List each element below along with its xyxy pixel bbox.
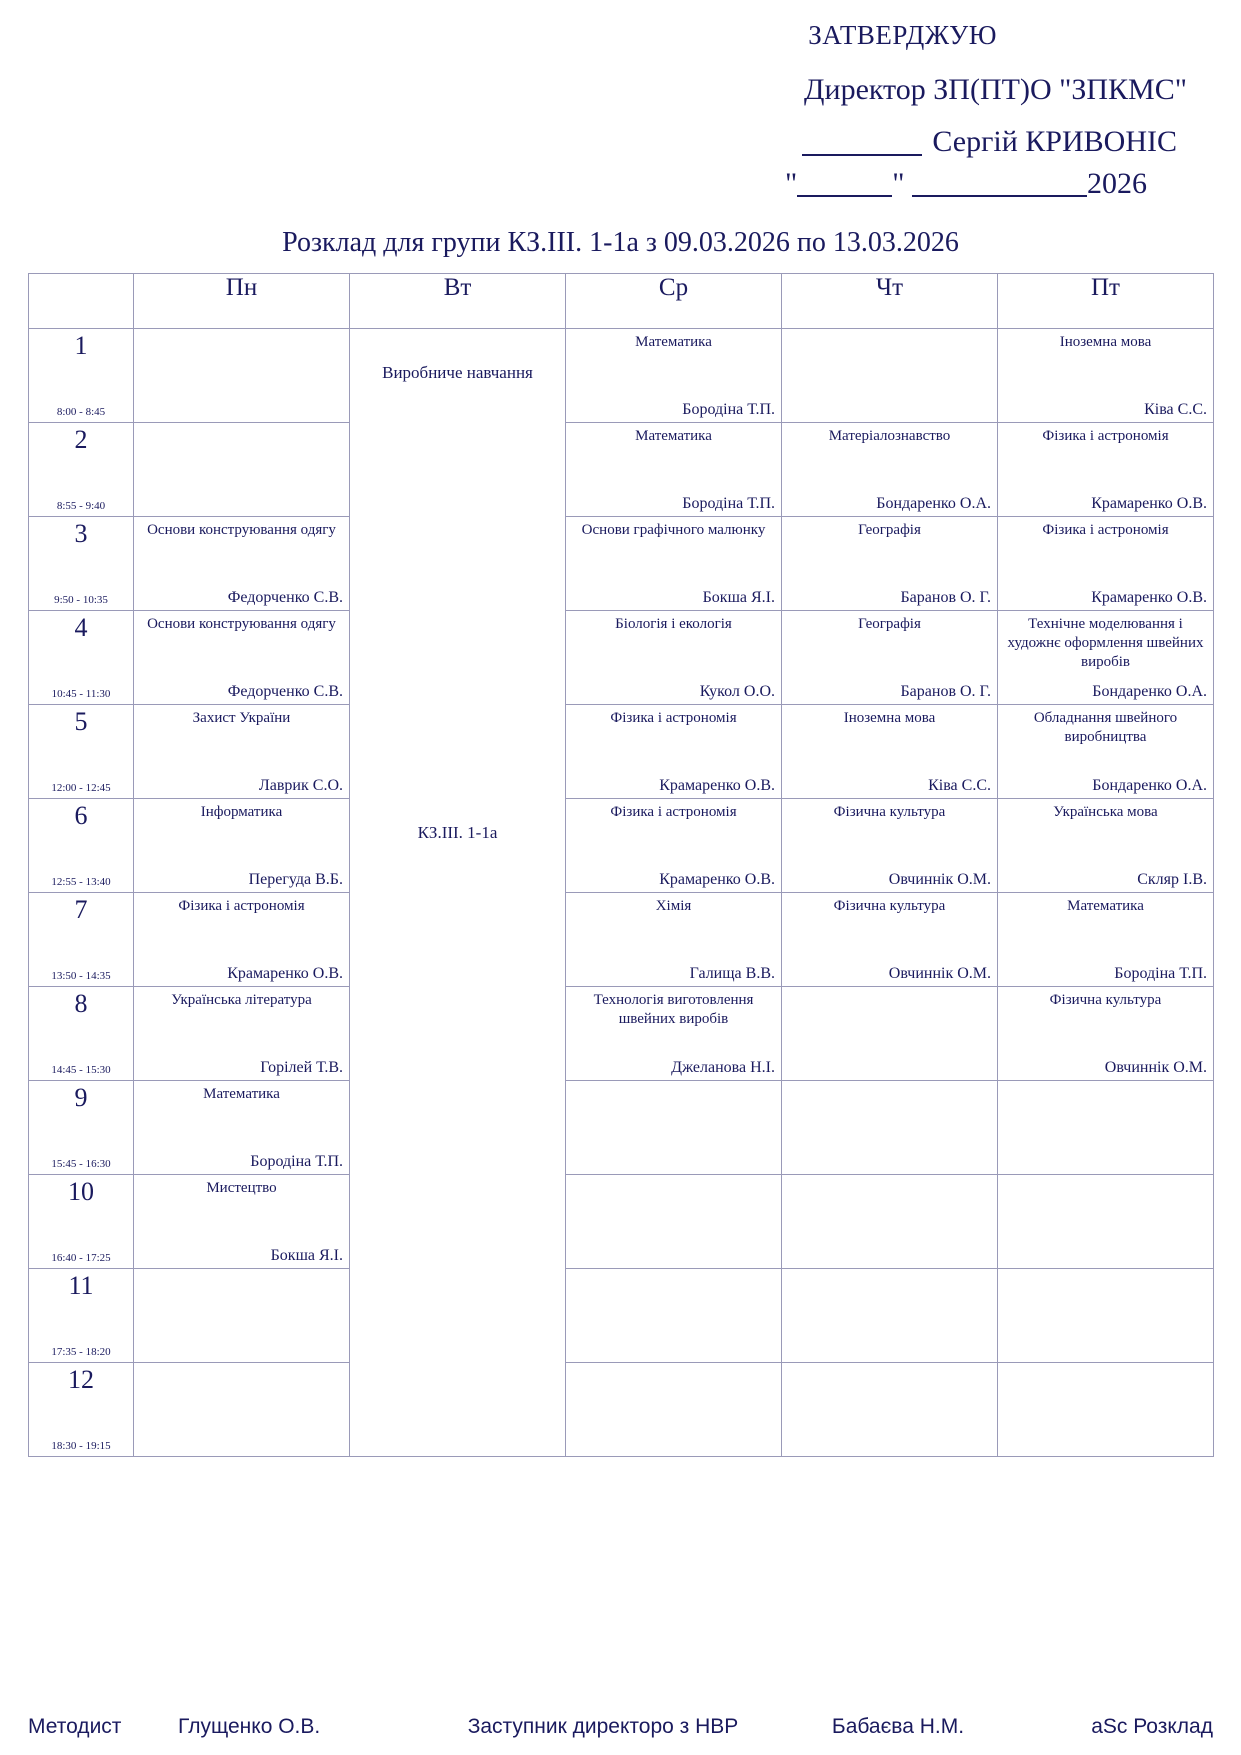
lesson-cell-mon — [134, 1175, 350, 1269]
lesson-cell-thu — [782, 1175, 998, 1269]
lesson-cell-mon — [134, 1363, 350, 1457]
table-row — [29, 987, 1214, 1081]
period-time: 10:45 - 11:30 — [51, 688, 111, 700]
lesson-cell-wed — [566, 799, 782, 893]
lesson-teacher: Баранов О. Г. — [900, 683, 991, 700]
table-row — [29, 799, 1214, 893]
lesson-cell-wed — [566, 423, 782, 517]
lesson-cell-mon — [134, 893, 350, 987]
lesson-teacher: Ківа С.С. — [928, 777, 991, 794]
table-row — [29, 611, 1214, 705]
period-number: 7 — [74, 895, 88, 924]
day-header-fri: Пт — [998, 274, 1214, 329]
period-number: 2 — [74, 425, 88, 454]
lesson-subject: Фізична культура — [833, 804, 946, 820]
lesson-subject — [782, 987, 997, 991]
period-time: 12:00 - 12:45 — [51, 782, 111, 794]
lesson-cell-mon — [134, 1269, 350, 1363]
signature-blank — [802, 132, 922, 156]
lesson-teacher: Крамаренко О.В. — [227, 965, 343, 982]
table-row — [29, 423, 1214, 517]
period-cell — [29, 1081, 134, 1175]
quote-open: " — [785, 167, 798, 200]
lesson-cell-wed — [566, 1363, 782, 1457]
lesson-teacher: Федорченко С.В. — [227, 683, 343, 700]
lesson-cell-fri — [998, 705, 1214, 799]
period-cell — [29, 517, 134, 611]
methodist-label: Методист — [28, 1715, 122, 1738]
lesson-subject: Математика — [1067, 898, 1144, 914]
lesson-subject: Географія — [858, 522, 921, 538]
lesson-cell-thu — [782, 893, 998, 987]
lesson-teacher: Крамаренко О.В. — [659, 871, 775, 888]
period-time: 18:30 - 19:15 — [51, 1440, 111, 1452]
lesson-subject — [998, 1363, 1213, 1367]
lesson-cell-thu — [782, 1269, 998, 1363]
lesson-subject — [998, 1269, 1213, 1273]
lesson-teacher: Скляр І.В. — [1137, 871, 1207, 888]
lesson-cell-thu — [782, 423, 998, 517]
table-row — [29, 1363, 1214, 1457]
lesson-teacher: Джеланова Н.І. — [671, 1059, 775, 1076]
period-number: 11 — [68, 1271, 94, 1300]
approval-director-line: Директор ЗП(ПТ)О "ЗПКМС" — [804, 73, 1187, 106]
lesson-cell-wed — [566, 1175, 782, 1269]
lesson-subject — [782, 1175, 997, 1179]
lesson-subject: Захист України — [192, 710, 291, 726]
lesson-cell-tue-merged — [350, 329, 566, 1457]
lesson-subject: Математика — [635, 334, 712, 350]
period-time: 8:55 - 9:40 — [56, 500, 106, 512]
lesson-cell-mon — [134, 329, 350, 423]
period-cell — [29, 1175, 134, 1269]
lesson-cell-thu — [782, 705, 998, 799]
period-number: 5 — [74, 707, 88, 736]
lesson-cell-fri — [998, 1269, 1214, 1363]
lesson-subject — [998, 1081, 1213, 1085]
lesson-teacher: Крамаренко О.В. — [659, 777, 775, 794]
lesson-teacher: Бородіна Т.П. — [250, 1153, 343, 1170]
month-blank — [912, 175, 1087, 197]
period-number: 10 — [68, 1177, 94, 1206]
lesson-teacher: Крамаренко О.В. — [1091, 589, 1207, 606]
lesson-subject: Мистецтво — [206, 1180, 277, 1196]
day-header-tue: Вт — [350, 274, 566, 329]
lesson-subject — [134, 1363, 349, 1367]
lesson-subject — [782, 1081, 997, 1085]
lesson-cell-fri — [998, 799, 1214, 893]
lesson-subject — [134, 423, 349, 427]
table-row — [29, 1175, 1214, 1269]
lesson-subject: Фізика і астрономія — [1042, 522, 1169, 538]
table-row — [29, 1269, 1214, 1363]
lesson-cell-mon — [134, 517, 350, 611]
page-title: Розклад для групи КЗ.ІІІ. 1-1а з 09.03.2026 по 13.03.2026 — [282, 227, 959, 258]
lesson-subject: Технічне моделювання і художнє оформлення швейних виробів — [1007, 616, 1204, 670]
lesson-cell-mon — [134, 799, 350, 893]
lesson-cell-thu — [782, 329, 998, 423]
lesson-subject: Матеріалознавство — [828, 428, 951, 444]
schedule-table — [28, 273, 1214, 1457]
lesson-subject — [782, 1269, 997, 1273]
period-time: 14:45 - 15:30 — [51, 1064, 111, 1076]
lesson-cell-thu — [782, 517, 998, 611]
lesson-subject: Фізика і астрономія — [610, 804, 737, 820]
period-number: 8 — [74, 989, 88, 1018]
lesson-cell-fri — [998, 1363, 1214, 1457]
period-number: 12 — [68, 1365, 94, 1394]
lesson-teacher: Крамаренко О.В. — [1091, 495, 1207, 512]
practical-training-group: КЗ.ІІІ. 1-1а — [417, 823, 498, 842]
period-cell — [29, 893, 134, 987]
lesson-subject: Обладнання швейного виробництва — [1033, 710, 1178, 745]
lesson-subject — [134, 1269, 349, 1273]
period-time: 12:55 - 13:40 — [51, 876, 111, 888]
lesson-teacher: Бородіна Т.П. — [682, 495, 775, 512]
lesson-cell-mon — [134, 705, 350, 799]
lesson-cell-thu — [782, 987, 998, 1081]
methodist-name: Глущенко О.В. — [178, 1715, 321, 1738]
lesson-cell-mon — [134, 1081, 350, 1175]
lesson-subject: Фізика і астрономія — [1042, 428, 1169, 444]
lesson-subject: Біологія і екологія — [615, 616, 732, 632]
document-footer — [28, 1715, 1213, 1739]
lesson-subject — [134, 329, 349, 333]
period-time: 9:50 - 10:35 — [54, 594, 108, 606]
lesson-cell-mon — [134, 987, 350, 1081]
table-body — [29, 329, 1214, 1457]
lesson-subject: Технологія виготовлення швейних виробів — [593, 992, 754, 1027]
period-number: 4 — [74, 613, 88, 642]
period-time: 16:40 - 17:25 — [51, 1252, 111, 1264]
lesson-cell-thu — [782, 799, 998, 893]
lesson-teacher: Горілей Т.В. — [260, 1059, 343, 1076]
table-row — [29, 705, 1214, 799]
approval-block — [28, 0, 1213, 201]
lesson-cell-fri — [998, 517, 1214, 611]
lesson-subject: Математика — [635, 428, 712, 444]
lesson-cell-mon — [134, 611, 350, 705]
deputy-name: Бабаєва Н.М. — [831, 1715, 965, 1738]
period-time: 13:50 - 14:35 — [51, 970, 111, 982]
lesson-cell-wed — [566, 517, 782, 611]
lesson-teacher: Федорченко С.В. — [227, 589, 343, 606]
approval-director-name: Сергій КРИВОНІС — [932, 125, 1177, 158]
table-row — [29, 517, 1214, 611]
period-number: 9 — [74, 1083, 88, 1112]
lesson-cell-fri — [998, 423, 1214, 517]
table-row — [29, 893, 1214, 987]
lesson-teacher: Перегуда В.Б. — [248, 871, 343, 888]
lesson-subject: Географія — [858, 616, 921, 632]
lesson-teacher: Бондаренко О.А. — [1092, 777, 1207, 794]
period-cell — [29, 611, 134, 705]
period-cell — [29, 423, 134, 517]
lesson-subject — [782, 329, 997, 333]
lesson-teacher: Бокша Я.І. — [270, 1247, 343, 1264]
lesson-subject: Фізична культура — [1049, 992, 1162, 1008]
lesson-cell-mon — [134, 423, 350, 517]
period-time: 15:45 - 16:30 — [51, 1158, 111, 1170]
lesson-subject: Українська мова — [1053, 804, 1158, 820]
lesson-cell-wed — [566, 329, 782, 423]
day-header-thu: Чт — [782, 274, 998, 329]
lesson-subject: Іноземна мова — [1059, 334, 1152, 350]
lesson-teacher: Бондаренко О.А. — [876, 495, 991, 512]
period-time: 8:00 - 8:45 — [56, 406, 106, 418]
period-cell — [29, 329, 134, 423]
lesson-teacher: Овчиннік О.М. — [888, 871, 991, 888]
lesson-teacher: Овчиннік О.М. — [1104, 1059, 1207, 1076]
table-row — [29, 329, 1214, 423]
lesson-subject — [566, 1175, 781, 1179]
lesson-cell-wed — [566, 893, 782, 987]
lesson-subject: Іноземна мова — [843, 710, 936, 726]
period-cell — [29, 799, 134, 893]
day-header-wed: Ср — [566, 274, 782, 329]
lesson-cell-fri — [998, 611, 1214, 705]
software-credit: aSc Розклад — [1091, 1715, 1213, 1738]
period-number: 3 — [74, 519, 88, 548]
lesson-cell-fri — [998, 329, 1214, 423]
lesson-subject: Українська література — [171, 992, 312, 1008]
lesson-teacher: Ківа С.С. — [1144, 401, 1207, 418]
lesson-cell-fri — [998, 1081, 1214, 1175]
lesson-teacher: Баранов О. Г. — [900, 589, 991, 606]
period-number: 6 — [74, 801, 88, 830]
table-header — [29, 274, 1214, 329]
practical-training-label: Виробниче навчання — [382, 363, 533, 382]
lesson-subject: Фізика і астрономія — [178, 898, 305, 914]
corner-header — [29, 274, 134, 329]
approval-date-line — [28, 167, 1147, 201]
lesson-subject — [566, 1269, 781, 1273]
lesson-subject: Фізична культура — [833, 898, 946, 914]
lesson-subject — [566, 1081, 781, 1085]
lesson-cell-fri — [998, 987, 1214, 1081]
day-header-mon: Пн — [134, 274, 350, 329]
lesson-subject — [998, 1175, 1213, 1179]
period-number: 1 — [74, 331, 88, 360]
lesson-cell-wed — [566, 1081, 782, 1175]
deputy-label: Заступник директоро з НВР — [467, 1715, 739, 1738]
lesson-subject: Основи графічного малюнку — [581, 522, 766, 538]
lesson-cell-wed — [566, 987, 782, 1081]
lesson-subject: Основи конструювання одягу — [147, 522, 336, 538]
lesson-subject — [566, 1363, 781, 1367]
lesson-teacher: Бородіна Т.П. — [1114, 965, 1207, 982]
lesson-subject: Хімія — [655, 898, 692, 914]
lesson-teacher: Лаврик С.О. — [258, 777, 343, 794]
period-time: 17:35 - 18:20 — [51, 1346, 111, 1358]
period-cell — [29, 1269, 134, 1363]
lesson-cell-fri — [998, 1175, 1214, 1269]
lesson-subject: Фізика і астрономія — [610, 710, 737, 726]
lesson-cell-fri — [998, 893, 1214, 987]
lesson-cell-thu — [782, 611, 998, 705]
lesson-teacher: Бородіна Т.П. — [682, 401, 775, 418]
lesson-cell-wed — [566, 611, 782, 705]
period-cell — [29, 1363, 134, 1457]
lesson-cell-wed — [566, 1269, 782, 1363]
lesson-cell-thu — [782, 1363, 998, 1457]
lesson-teacher: Галища В.В. — [689, 965, 775, 982]
period-cell — [29, 987, 134, 1081]
approval-year: 2026 — [1087, 167, 1147, 200]
lesson-subject: Основи конструювання одягу — [147, 616, 336, 632]
lesson-teacher: Бокша Я.І. — [702, 589, 775, 606]
quote-close: " — [892, 167, 905, 200]
header-row — [29, 274, 1214, 329]
lesson-subject: Інформатика — [200, 804, 283, 820]
day-blank — [797, 175, 892, 197]
approval-director-name-line — [28, 125, 1177, 159]
period-cell — [29, 705, 134, 799]
lesson-subject — [782, 1363, 997, 1367]
lesson-teacher: Овчиннік О.М. — [888, 965, 991, 982]
lesson-teacher: Бондаренко О.А. — [1092, 683, 1207, 700]
table-row — [29, 1081, 1214, 1175]
lesson-teacher: Кукол О.О. — [699, 683, 775, 700]
approval-heading: ЗАТВЕРДЖУЮ — [808, 20, 997, 50]
lesson-cell-wed — [566, 705, 782, 799]
lesson-subject: Математика — [203, 1086, 280, 1102]
lesson-cell-thu — [782, 1081, 998, 1175]
